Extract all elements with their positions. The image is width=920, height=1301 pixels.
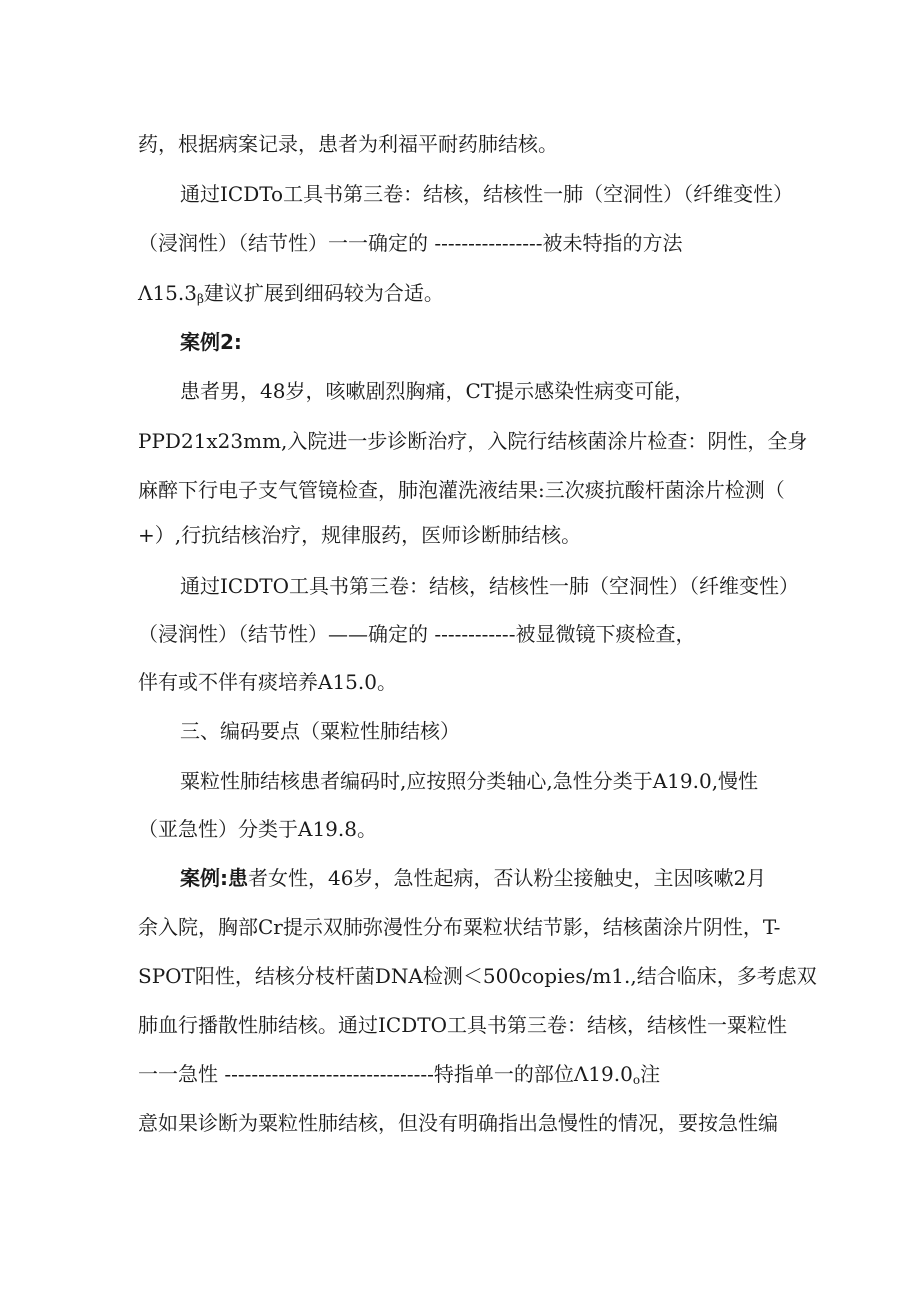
text-line: 粟粒性肺结核患者编码时,应按照分类轴心,急性分类于A19.0,慢性 bbox=[180, 769, 759, 793]
case-heading: 案例2: bbox=[180, 330, 242, 354]
text-line: 意如果诊断为粟粒性肺结核，但没有明确指出急慢性的情况，要按急性编 bbox=[138, 1111, 778, 1135]
text-line: 余入院，胸部Cr提示双肺弥漫性分布粟粒状结节影，结核菌涂片阴性，T- bbox=[138, 915, 781, 939]
subscript-text: β bbox=[196, 292, 204, 306]
text-line: +）,行抗结核治疗，规律服药，医师诊断肺结核。 bbox=[138, 523, 582, 547]
text-span: 注 bbox=[640, 1062, 661, 1086]
text-line: 麻醉下行电子支气管镜检查，肺泡灌洗液结果:三次痰抗酸杆菌涂片检测（ bbox=[138, 478, 785, 502]
text-span: 一一急性 -------------------------------特指单一的部位Λ19.0 bbox=[138, 1062, 633, 1086]
text-line: PPD21x23mm,入院进一步诊断治疗，入院行结核菌涂片检查：阴性，全身 bbox=[138, 429, 808, 453]
code-text: Λ15.3 bbox=[138, 281, 197, 305]
section-heading: 三、编码要点（粟粒性肺结核） bbox=[180, 719, 460, 743]
text-span: 者女性，46岁，急性起病，否认粉尘接触史，主因咳嗽2月 bbox=[248, 866, 767, 890]
text-line: 肺血行播散性肺结核。通过ICDTO工具书第三卷：结核，结核性一粟粒性 bbox=[138, 1013, 787, 1037]
text-line bbox=[180, 866, 766, 890]
subscript-text: o bbox=[632, 1073, 641, 1087]
text-line bbox=[138, 1062, 660, 1092]
text-line bbox=[138, 281, 444, 311]
text-line: 患者男，48岁，咳嗽剧烈胸痛，CT提示感染性病变可能， bbox=[180, 379, 695, 403]
text-span: 建议扩展到细码较为合适。 bbox=[203, 281, 444, 305]
text-line: 药，根据病案记录，患者为利福平耐药肺结核。 bbox=[138, 132, 558, 156]
text-line: 通过ICDTo工具书第三卷：结核，结核性一肺（空洞性）（纤维变性） bbox=[180, 182, 794, 206]
text-line: 通过ICDTO工具书第三卷：结核，结核性一肺（空洞性）（纤维变性） bbox=[180, 574, 799, 598]
case-label: 案例: bbox=[180, 866, 228, 890]
text-line: （浸润性）（结节性）——确定的 ------------被显微镜下痰检查， bbox=[138, 622, 696, 646]
text-line: SPOT阳性，结核分枝杆菌DNA检测＜500copies/m1.,结合临床，多考虑双 bbox=[138, 964, 817, 988]
case-label-char: 患 bbox=[228, 866, 248, 890]
text-line: 伴有或不伴有痰培养A15.0。 bbox=[138, 670, 397, 694]
text-line: （亚急性）分类于A19.8。 bbox=[138, 817, 377, 841]
text-line: （浸润性）（结节性）一一确定的 ----------------被未特指的方法 bbox=[138, 231, 683, 255]
